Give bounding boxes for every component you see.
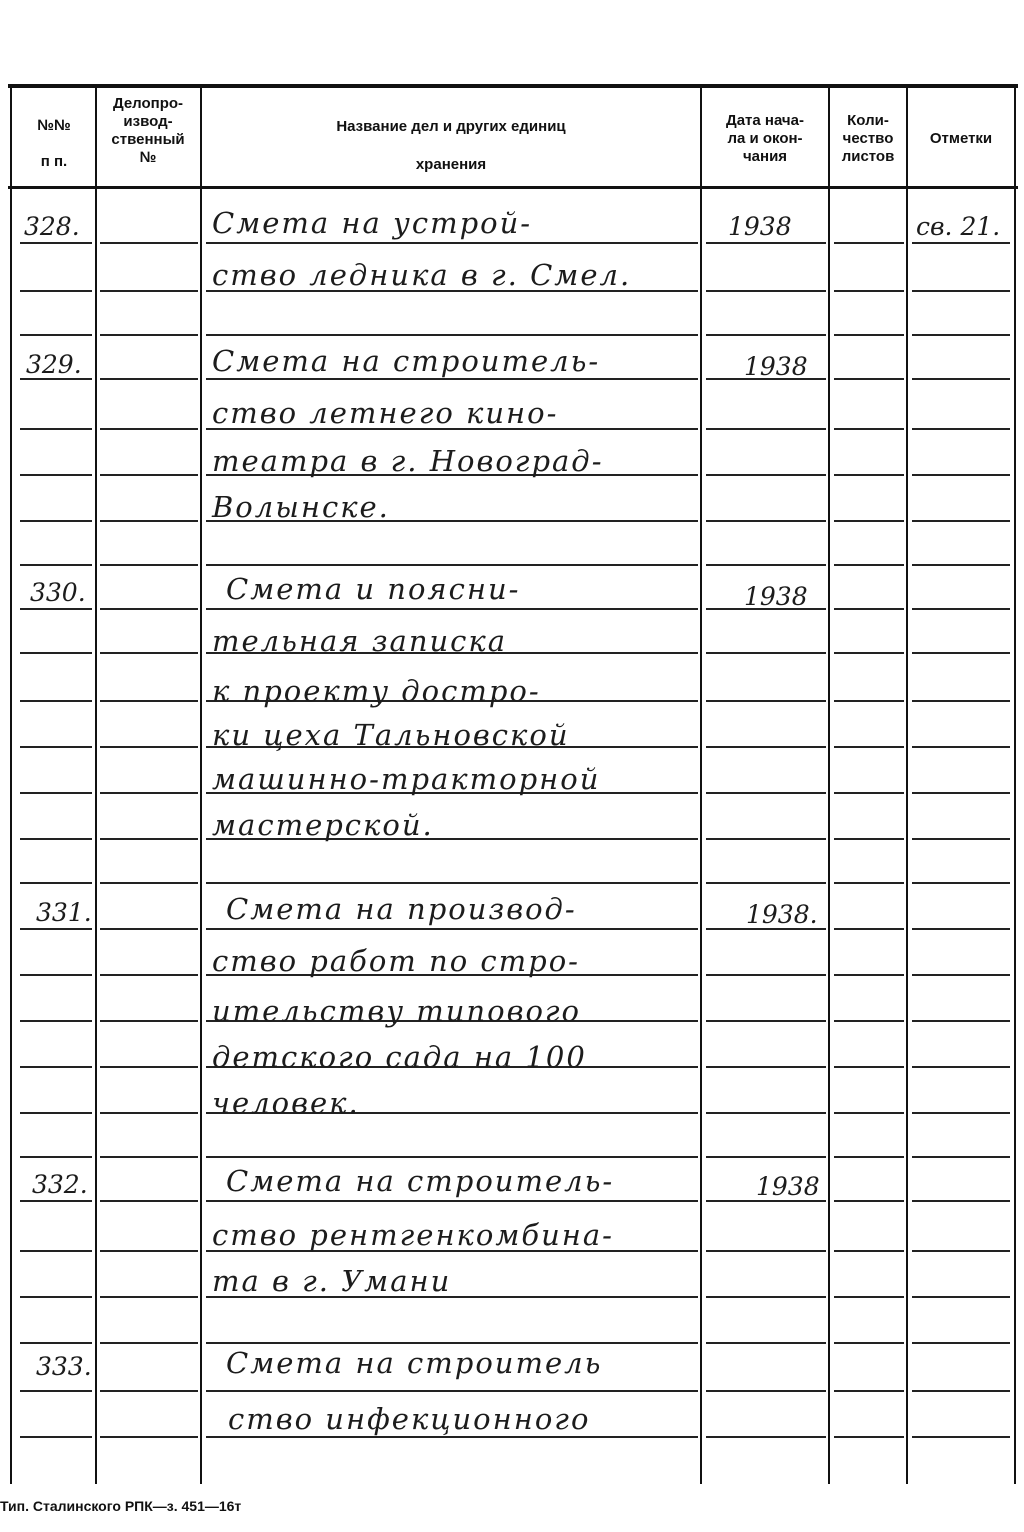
ruled-line [206, 608, 698, 610]
ruled-line [20, 1020, 92, 1022]
entry-title-line: ство ледника в г. Смел. [212, 258, 632, 292]
ruled-line [100, 1200, 198, 1202]
ruled-line [834, 474, 904, 476]
ruled-line [20, 928, 92, 930]
ruled-line [206, 928, 698, 930]
ruled-line [100, 474, 198, 476]
ruled-line [912, 334, 1010, 336]
ruled-line [834, 1436, 904, 1438]
entry-number: 333. [36, 1352, 92, 1381]
ruled-line [912, 700, 1010, 702]
ruled-line [100, 520, 198, 522]
entry-number: 331. [36, 898, 92, 927]
entry-number: 330. [30, 578, 86, 607]
ruled-line [100, 652, 198, 654]
ruled-line [706, 428, 826, 430]
ruled-line [912, 290, 1010, 292]
ruled-line [912, 652, 1010, 654]
header-number: №№ п п. [37, 117, 71, 170]
ruled-line [834, 838, 904, 840]
ruled-line [912, 1112, 1010, 1114]
ruled-line [912, 1156, 1010, 1158]
entry-title-line: Смета на устрой- [212, 206, 533, 240]
ruled-line [706, 652, 826, 654]
ruled-line [20, 882, 92, 884]
ruled-line [20, 792, 92, 794]
entry-date: 1938 [756, 1172, 820, 1201]
entry-date: 1938. [746, 900, 818, 929]
ruled-line [206, 242, 698, 244]
ruled-line [100, 1342, 198, 1344]
ruled-line [912, 428, 1010, 430]
ruled-line [206, 882, 698, 884]
ruled-line [706, 334, 826, 336]
ruled-line [20, 838, 92, 840]
entry-number: 332. [32, 1170, 88, 1199]
ruled-line [100, 928, 198, 930]
ruled-line [20, 746, 92, 748]
entry-title-line: тельная записка [212, 624, 508, 658]
ruled-line [706, 700, 826, 702]
ruled-line [20, 608, 92, 610]
ruled-line [834, 974, 904, 976]
entry-title-line: та в г. Умани [212, 1264, 452, 1298]
ruled-line [706, 1436, 826, 1438]
ruled-line [100, 1112, 198, 1114]
ruled-line [834, 428, 904, 430]
ruled-line [912, 974, 1010, 976]
ruled-line [834, 1390, 904, 1392]
ruled-line [834, 1020, 904, 1022]
ruled-line [834, 1250, 904, 1252]
ruled-line [834, 700, 904, 702]
ruled-line [100, 1020, 198, 1022]
ruled-line [20, 974, 92, 976]
ruled-line [912, 1066, 1010, 1068]
ruled-line [206, 1342, 698, 1344]
entry-title-line: Смета и поясни- [226, 572, 521, 606]
ruled-line [834, 1296, 904, 1298]
ruled-line [912, 928, 1010, 930]
ruled-line [912, 1020, 1010, 1022]
ruled-line [206, 1200, 698, 1202]
ruled-line [834, 1066, 904, 1068]
ruled-line [20, 520, 92, 522]
ruled-line [912, 378, 1010, 380]
ruled-line [100, 290, 198, 292]
ruled-line [706, 974, 826, 976]
ruled-line [912, 1200, 1010, 1202]
ruled-line [912, 564, 1010, 566]
ruled-line [706, 1112, 826, 1114]
entry-title-line: ки цеха Тальновской [212, 718, 570, 752]
entry-date: 1938 [728, 212, 792, 241]
ruled-line [912, 608, 1010, 610]
ruled-line [912, 1250, 1010, 1252]
column-border [95, 86, 97, 1484]
ruled-line [912, 1436, 1010, 1438]
entry-title-line: Смета на производ- [226, 892, 577, 926]
entry-title-line: ство работ по стро- [212, 944, 580, 978]
ruled-line [20, 1342, 92, 1344]
entry-title-line: ство летнего кино- [212, 396, 559, 430]
ruled-line [912, 520, 1010, 522]
ruled-line [834, 792, 904, 794]
column-border [700, 86, 702, 1484]
header-sheet-count: Коли- чество листов [841, 112, 895, 165]
ruled-line [912, 838, 1010, 840]
ruled-line [706, 520, 826, 522]
ruled-line [206, 1156, 698, 1158]
ruled-line [20, 652, 92, 654]
entry-date: 1938 [744, 352, 808, 381]
ruled-line [20, 290, 92, 292]
ruled-line [100, 608, 198, 610]
column-border [10, 86, 12, 1484]
ruled-line [100, 700, 198, 702]
ruled-line [834, 564, 904, 566]
ruled-line [834, 882, 904, 884]
ruled-line [100, 792, 198, 794]
ruled-line [912, 792, 1010, 794]
ruled-line [834, 1112, 904, 1114]
ruled-line [20, 334, 92, 336]
ruled-line [20, 564, 92, 566]
ruled-line [20, 1066, 92, 1068]
ruled-line [912, 882, 1010, 884]
entry-date: 1938 [744, 582, 808, 611]
entry-title-line: ительству типового [212, 994, 582, 1028]
ruled-line [706, 882, 826, 884]
header-dates: Дата нача- ла и окон- чания [726, 112, 804, 165]
ruled-line [834, 378, 904, 380]
ruled-line [100, 1156, 198, 1158]
entry-title-line: Смета на строитель [226, 1346, 603, 1380]
ruled-line [100, 974, 198, 976]
ruled-line [100, 838, 198, 840]
entry-note: св. 21. [916, 212, 1001, 241]
entry-title-line: Смета на строитель- [212, 344, 601, 378]
printer-imprint: Тип. Сталинского РПК—з. 451—16т [0, 1498, 242, 1514]
ruled-line [834, 652, 904, 654]
column-border [200, 86, 202, 1484]
ruled-line [206, 1436, 698, 1438]
ruled-line [706, 838, 826, 840]
ruled-line [706, 1296, 826, 1298]
column-border [906, 86, 908, 1484]
entry-title-line: машинно-тракторной [212, 762, 601, 796]
ruled-line [706, 1390, 826, 1392]
entry-title-line: человек. [212, 1086, 360, 1120]
ruled-line [706, 746, 826, 748]
ruled-line [20, 428, 92, 430]
ruled-line [912, 474, 1010, 476]
ruled-line [100, 1436, 198, 1438]
ruled-line [20, 474, 92, 476]
entry-title-line: детского сада на 100 [212, 1040, 587, 1074]
ruled-line [20, 1156, 92, 1158]
entry-title-line: ство рентгенкомбина- [212, 1218, 614, 1252]
ruled-line [20, 1112, 92, 1114]
entry-number: 328. [24, 212, 80, 241]
header-office-number: Делопро- извод- ственный № [111, 95, 185, 166]
ruled-line [834, 746, 904, 748]
ruled-line [706, 564, 826, 566]
entry-number: 329. [26, 350, 82, 379]
header-notes: Отметки [929, 130, 993, 147]
ruled-line [912, 1342, 1010, 1344]
column-border [1014, 86, 1016, 1484]
table-top-rule [8, 84, 1018, 88]
ruled-line [100, 1296, 198, 1298]
column-border [828, 86, 830, 1484]
ruled-line [706, 290, 826, 292]
ruled-line [206, 564, 698, 566]
ruled-line [706, 1342, 826, 1344]
ruled-line [706, 1020, 826, 1022]
ruled-line [912, 242, 1010, 244]
ruled-line [706, 1250, 826, 1252]
ruled-line [834, 928, 904, 930]
entry-title-line: театра в г. Новоград- [212, 444, 604, 478]
ruled-line [206, 378, 698, 380]
ruled-line [706, 242, 826, 244]
ruled-line [100, 428, 198, 430]
ruled-line [20, 1436, 92, 1438]
ruled-line [20, 700, 92, 702]
ruled-line [20, 1200, 92, 1202]
ruled-line [834, 334, 904, 336]
ruled-line [100, 1390, 198, 1392]
entry-title-line: Волынске. [212, 490, 390, 524]
entry-title-line: ство инфекционного [228, 1402, 591, 1436]
ruled-line [100, 242, 198, 244]
ruled-line [206, 1390, 698, 1392]
ruled-line [20, 1250, 92, 1252]
entry-title-line: к проекту достро- [212, 674, 541, 708]
ruled-line [834, 1200, 904, 1202]
ruled-line [20, 1390, 92, 1392]
ruled-line [706, 792, 826, 794]
ruled-line [912, 1296, 1010, 1298]
ruled-line [100, 334, 198, 336]
header-title: Название дел и других единиц хранения [336, 118, 566, 173]
ruled-line [20, 242, 92, 244]
ruled-line [834, 290, 904, 292]
ruled-line [834, 520, 904, 522]
ruled-line [834, 242, 904, 244]
ruled-line [834, 1342, 904, 1344]
ruled-line [100, 1250, 198, 1252]
ruled-line [912, 746, 1010, 748]
ruled-line [206, 334, 698, 336]
entry-title-line: мастерской. [212, 808, 434, 842]
table-header-rule [8, 186, 1018, 189]
ruled-line [100, 378, 198, 380]
ruled-line [834, 608, 904, 610]
ruled-line [20, 1296, 92, 1298]
ruled-line [706, 474, 826, 476]
ruled-line [100, 564, 198, 566]
ruled-line [100, 746, 198, 748]
ruled-line [834, 1156, 904, 1158]
ruled-line [706, 1156, 826, 1158]
ruled-line [100, 1066, 198, 1068]
ruled-line [100, 882, 198, 884]
entry-title-line: Смета на строитель- [226, 1164, 615, 1198]
ruled-line [912, 1390, 1010, 1392]
ruled-line [706, 1066, 826, 1068]
